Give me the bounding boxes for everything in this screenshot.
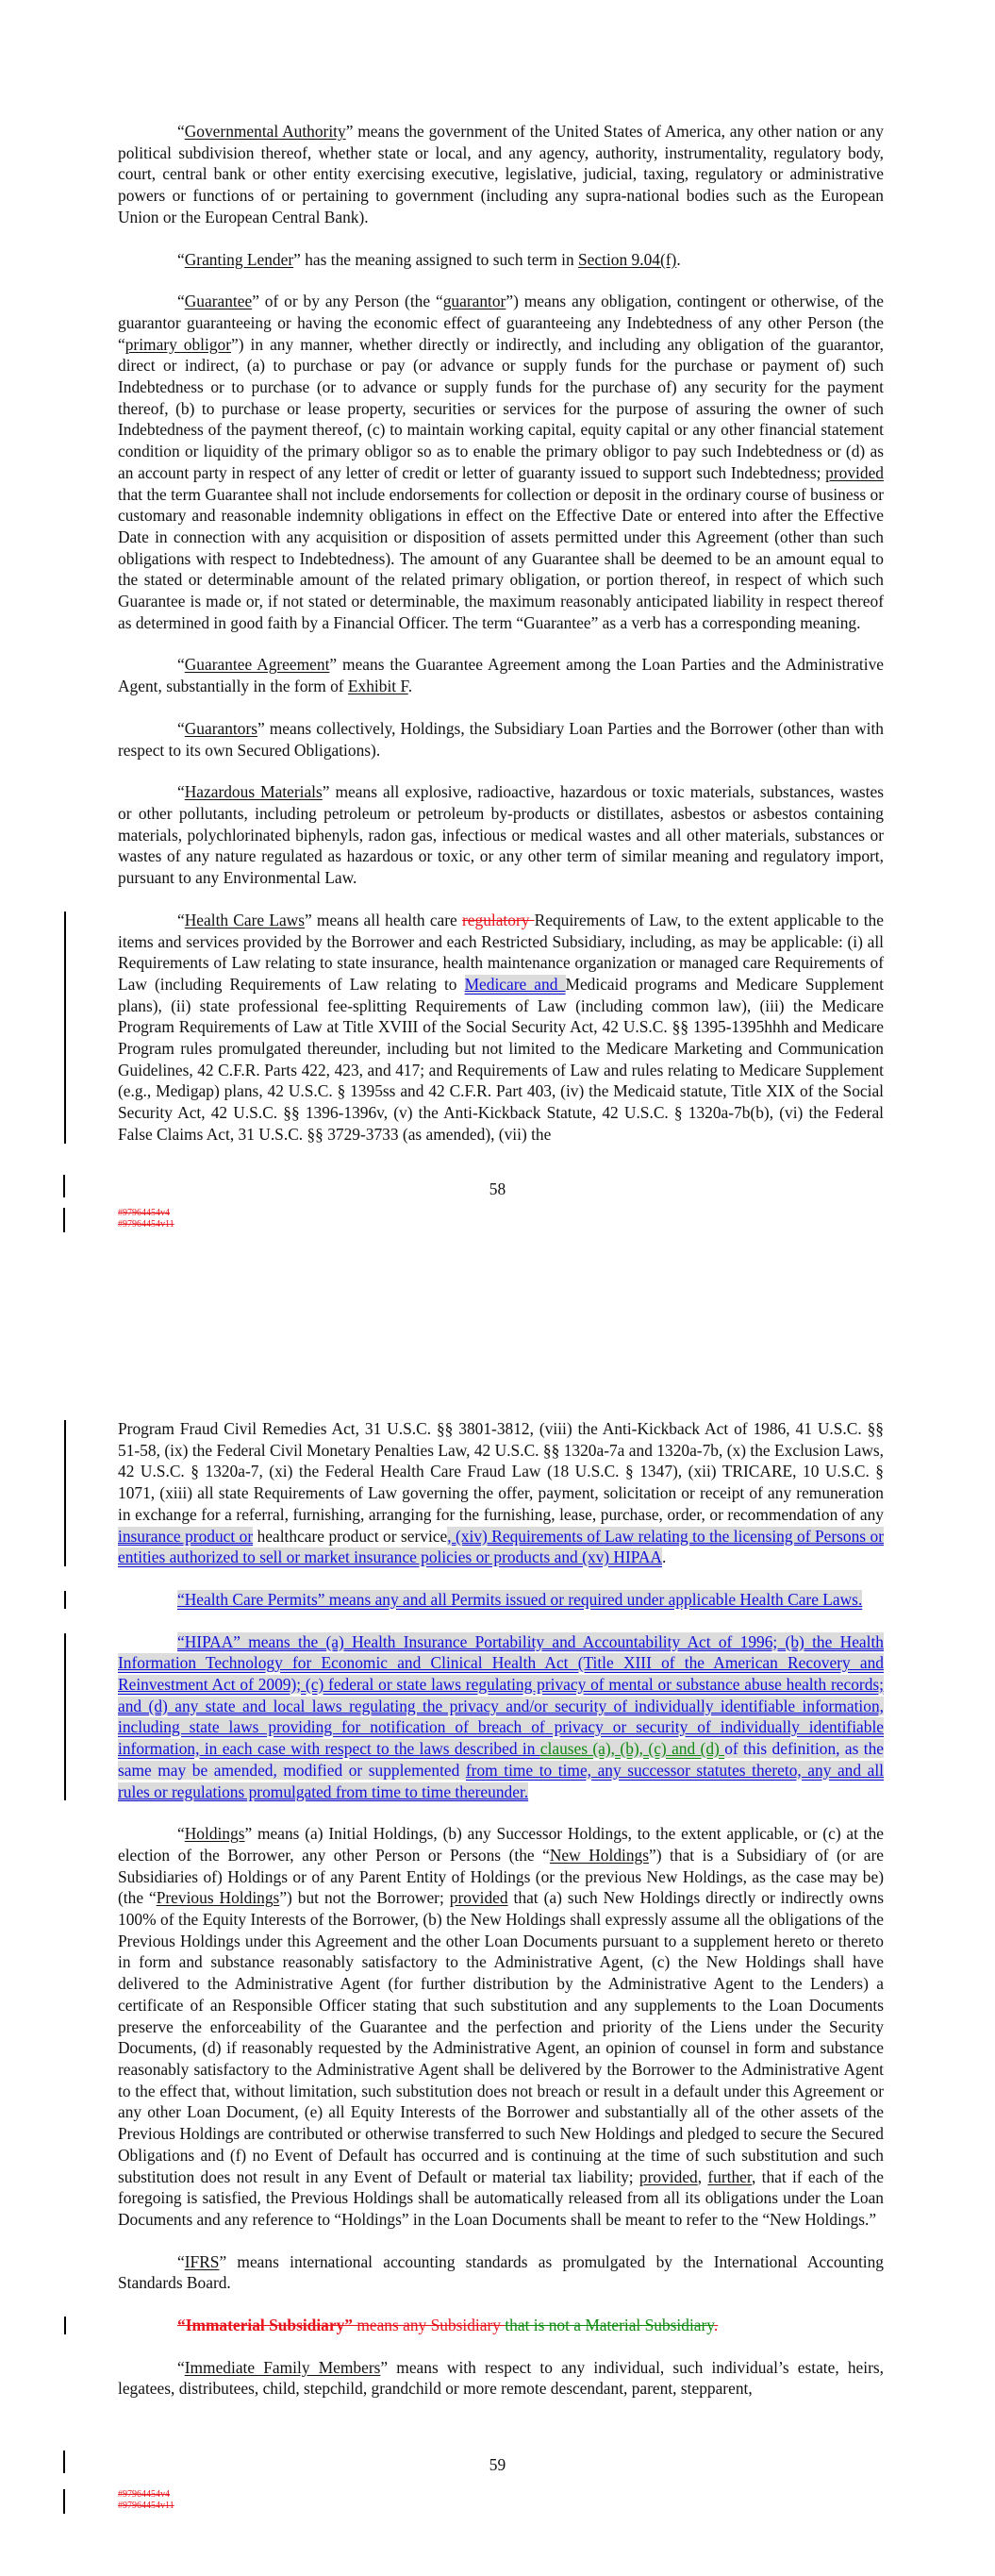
text-run: . bbox=[676, 249, 681, 269]
defined-term: primary obligor bbox=[124, 334, 232, 354]
document-id: #97964454v11 bbox=[118, 1219, 174, 1229]
definition-ifrs bbox=[118, 2251, 884, 2294]
definition-holdings bbox=[118, 1823, 884, 2230]
text-run: Program Fraud Civil Remedies Act, 31 U.S.C. §§ 3801-3812, (viii) the Anti-Kickback Act of 1986, 41 U.S.C. §§ 51-58, (ix) the Federal Civil Monetary Penalties Law, 42 U.S.C. §§ 1320a-7a and 1320a-7b, (x) the Exclusion Laws, 42 U.S.C. § 1320a-7, (xi) the Federal Health Care Fraud Law (18 U.S.C. § 1347), (xii) TRICARE, 10 U.S.C. § 1071, (xiii) all state Requirements of Law governing the offer, payment, solicitation or receipt of any remuneration in exchange for a referral, furnishing, arranging for the furnishing, lease, purchase, order, or recommendation of any bbox=[118, 1419, 884, 1524]
text-run: healthcare product or service bbox=[253, 1526, 448, 1546]
inserted-text: Medicare and bbox=[464, 974, 566, 994]
defined-term: Guarantors bbox=[184, 718, 257, 738]
definition-governmental-authority bbox=[118, 121, 884, 228]
defined-term: Health Care Laws bbox=[184, 910, 305, 929]
defined-term: Granting Lender bbox=[184, 249, 294, 269]
definition-health-care-permits bbox=[118, 1589, 884, 1611]
text-run: ” means all explosive, radioactive, hazardous or toxic materials, substances, wastes or other pollutants, including petroleum or petroleum by-products or distillates, asbestos or asbestos containing materials, polychlorinated biphenyls, radon gas, infectious or medical wastes and all other materials, substances or wastes of any nature regulated as hazardous or toxic, or any other term of similar meaning and regulatory import, pursuant to any Environmental Law. bbox=[118, 782, 885, 888]
text-run: ” means collectively, Holdings, the Subsidiary Loan Parties and the Borrower (other than with respect to its own Secured Obligations). bbox=[118, 718, 884, 760]
definition-immaterial-subsidiary bbox=[118, 2315, 884, 2336]
defined-term: Guarantee bbox=[184, 292, 253, 311]
deleted-text: means any Subsidiary bbox=[353, 2316, 506, 2335]
text-run: “ bbox=[177, 1824, 185, 1844]
definition-hazardous-materials bbox=[118, 781, 884, 889]
text-run: “ bbox=[177, 782, 185, 802]
text-run: that the term Guarantee shall not include endorsements for collection or deposit in the ordinary course of business or customary and reasonable indemnity obligations in effect on the Effective Date or entered into after the Effective Date in connection with any acquisition or disposition of assets permitted under this Agreement (other than such obligations with respect to Indebtedness). The amount of any Guarantee shall be deemed to be an amount equal to the stated or determinable amount of the related primary obligation, or portion thereof, in respect of which such Guarantee is made or, if not stated or determinable, the maximum reasonably anticipated liability in respect thereof as determined in good faith by a Financial Officer. The term “Guarantee” as a verb has a corresponding meaning. bbox=[118, 484, 884, 632]
text-run: “ bbox=[177, 249, 185, 269]
text-run: Requirements of Law, to the extent applicable to the items and services provided by the Borrower and each Restricted Subsidiary, including, as may be applicable: (i) all Requirements of Law relating to state insurance, health maintenance organization or managed care Requirements of Law (including Requirements of Law relating to bbox=[118, 910, 884, 994]
page-number: 59 bbox=[489, 2455, 506, 2474]
deleted-defined-term: “Immaterial Subsidiary” bbox=[177, 2316, 353, 2335]
text-run: Medicaid programs and Medicare Supplement plans), (ii) state professional fee-splitting Requirements of Law (including common law), (iii) the Medicare Program Requirements of Law at Title XVIII of the Social Security Act, 42 U.S.C. §§ 1395-1395hhh and Medicare Program rules promulgated thereunder, including but not limited to the Medicare Marketing and Communication Guidelines, 42 C.F.R. Parts 422, 423, and 417; and Requirements of Law and rules relating to Medicare Supplement (e.g., Medigap) plans, 42 U.S.C. § 1395ss and 42 C.F.R. Part 403, (iv) the Medicaid statute, Title XIX of the Social Security Act, 42 U.S.C. §§ 1396-1396v, (v) the Anti-Kickback Statute, 42 U.S.C. § 1320a-7b(b), (vi) the Federal False Claims Act, 31 U.S.C. §§ 3729-3733 (as amended), (vii) the bbox=[118, 974, 885, 1144]
text-run: “ bbox=[177, 122, 185, 141]
definition-immediate-family-members bbox=[118, 2357, 884, 2400]
inserted-text: “Health Care Permits” means any and all Permits issued or required under applicable Health Care Laws. bbox=[177, 1589, 863, 1609]
defined-term: further bbox=[707, 2166, 752, 2186]
text-run: ”) in any manner, whether directly or indirectly, and including any obligation of the guarantor, direct or indirect, (a) to purchase or pay (or advance or supply funds for the purchase or payment of) such Indebtedness or to purchase (or to advance or supply funds for the purchase of) any security for the payment thereof, (b) to purchase or lease property, securities or services for the purpose of assuring the owner of such Indebtedness of the payment thereof, (c) to maintain working capital, equity capital or any other financial statement condition or liquidity of the primary obligor so as to enable the primary obligor to pay such Indebtedness or (d) as an account party in respect of any letter of credit or letter of guaranty issued to support such Indebtedness; bbox=[118, 334, 884, 482]
text-run: ” means the Guarantee Agreement among the Loan Parties and the Administrative Agent, substantially in the form of bbox=[118, 655, 885, 696]
text-run: ” means (a) Initial Holdings, (b) any Successor Holdings, to the extent applicable, or (c) at the election of the Borrower, any other Person or Persons (the “ bbox=[118, 1824, 884, 1865]
defined-term: provided bbox=[638, 2166, 698, 2186]
change-bar bbox=[63, 1175, 65, 1197]
page-number: 58 bbox=[489, 1179, 506, 1198]
definition-guarantee bbox=[118, 291, 884, 633]
definition-guarantee-agreement bbox=[118, 654, 884, 696]
text-run: ”) means any obligation, contingent or otherwise, of the guarantor guaranteeing or having the economic effect of guaranteeing any Indebtedness of any other Person (the “ bbox=[118, 292, 884, 354]
deleted-text: . bbox=[713, 2316, 719, 2335]
defined-term: Section 9.04(f) bbox=[578, 249, 677, 269]
deleted-text: regulatory bbox=[461, 910, 535, 929]
definition-granting-lender bbox=[118, 249, 884, 271]
change-bar bbox=[63, 1208, 65, 1232]
text-run: . bbox=[407, 677, 413, 696]
change-bar bbox=[63, 2489, 65, 2514]
defined-term: Exhibit F bbox=[347, 677, 408, 696]
defined-term: Holdings bbox=[184, 1824, 245, 1844]
defined-term: Guarantee Agreement bbox=[184, 655, 330, 675]
change-bar bbox=[63, 2451, 65, 2473]
definition-health-care-laws-continued bbox=[118, 1418, 884, 1568]
document-page bbox=[0, 1297, 995, 2576]
moved-text: clauses (a), (b), (c) and (d) bbox=[539, 1739, 725, 1759]
defined-term: IFRS bbox=[184, 2251, 220, 2271]
defined-term: provided bbox=[825, 462, 884, 482]
defined-term: provided bbox=[449, 1888, 508, 1908]
text-run: that (a) such New Holdings directly or indirectly owns 100% of the Equity Interests of the Borrower, (b) the New Holdings shall expressly assume all the obligations of the Previous Holdings under this Agreement and the other Loan Documents pursuant to a supplement hereto or thereto in form and substance reasonably satisfactory to the Administrative Agent, (c) the New Holdings shall have delivered to the Administrative Agent (for further distribution by the Administrative Agent to the Lenders) a certificate of an Responsible Officer stating that such substitution and any supplements to the Loan Documents preserve the enforceability of the Guarantee and the perfection and priority of the Liens under the Security Documents, (d) if reasonably requested by the Administrative Agent, an opinion of counsel in form and substance reasonably satisfactory to the Administrative Agent shall be delivered by the Borrower to the Administrative Agent to the effect that, without limitation, such substitution does not breach or result in a default under this Agreement or any other Loan Document, (e) all Equity Interests of the Borrower and substantially all of the other assets of the Previous Holdings are contributed or otherwise transferred to such New Holdings and pledged to secure the Secured Obligations and (f) no Event of Default has occurred and is continuing at the time of such substitution and such substitution does not result in any Event of Default or material tax liability; bbox=[118, 1888, 884, 2186]
text-run: “ bbox=[177, 2357, 185, 2377]
defined-term: Previous Holdings bbox=[156, 1888, 280, 1908]
document-id-footer bbox=[118, 2489, 174, 2512]
definition-hipaa bbox=[118, 1631, 884, 1803]
moved-deleted-text: that is not a Material Subsidiary bbox=[505, 2316, 714, 2335]
text-run: ” has the meaning assigned to such term in bbox=[293, 249, 579, 269]
text-run: , that if each of the foregoing is satisfied, the Previous Holdings shall be automatically released from all its obligations under the Loan Documents and any reference to “Holdings” in the Loan Documents shall be meant to refer to the “New Holdings.” bbox=[118, 2166, 884, 2229]
defined-term: Hazardous Materials bbox=[184, 782, 323, 802]
inserted-text: “HIPAA” means the (a) Health Insurance Portability and Accountability Act of 1996; (b) the Health Information Technology for Economic and Clinical Health Act (Title XIII of the American Recovery and Reinvestment Act of 2009); (c) federal or state laws regulating privacy of mental or substance abuse health records; and (d) any state and local laws regulating the privacy and/or security of individually identifiable information, including state laws providing for notification of breach of privacy or security of individually identifiable information, in each case with respect to the laws described in bbox=[118, 1631, 884, 1759]
text-run: “ bbox=[177, 910, 185, 929]
text-run: ” means international accounting standards as promulgated by the International Accounting Standards Board. bbox=[118, 2251, 884, 2293]
text-run: “ bbox=[177, 2251, 185, 2271]
inserted-text: of this definition, as the same may be amended, modified or supplemented bbox=[118, 1739, 884, 1780]
defined-term: Immediate Family Members bbox=[184, 2357, 381, 2377]
text-run: ” means all health care bbox=[305, 910, 462, 929]
inserted-text: from time to time, any successor statutes thereto, any and all rules or regulations promulgated from time to time thereunder. bbox=[118, 1760, 884, 1801]
text-run: ”) that is a Subsidiary of (or are Subsidiaries of) Holdings or of any Parent Entity of Holdings (or the previous New Holdings, as the case may be) (the “ bbox=[118, 1845, 884, 1908]
text-run: ” means the government of the United States of America, any other nation or any political subdivision thereof, whether state or local, and any agency, authority, instrumentality, regulatory body, court, central bank or other entity exercising executive, legislative, judicial, taxing, regulatory or administrative powers or functions of or pertaining to government (including any supra-national bodies such as the European Union or the European Central Bank). bbox=[118, 122, 885, 226]
text-run: ” of or by any Person (the “ bbox=[252, 292, 443, 311]
defined-term: guarantor bbox=[442, 292, 506, 311]
document-id: #97964454v11 bbox=[118, 2501, 174, 2511]
document-id: #97964454v4 bbox=[118, 1208, 170, 1218]
definition-health-care-laws bbox=[118, 910, 884, 1146]
defined-term: New Holdings bbox=[549, 1845, 650, 1865]
document-id: #97964454v4 bbox=[118, 2489, 170, 2500]
text-run: “ bbox=[177, 655, 185, 675]
defined-term: Governmental Authority bbox=[184, 122, 346, 141]
text-run: , bbox=[697, 2166, 708, 2186]
inserted-text: insurance product or bbox=[118, 1526, 254, 1546]
inserted-text: , (xiv) Requirements of Law relating to the licensing of Persons or entities authorized to sell or market insurance policies or products and (xv) HIPAA bbox=[118, 1526, 884, 1567]
text-run: ”) but not the Borrower; bbox=[279, 1888, 450, 1908]
text-run: “ bbox=[177, 292, 185, 311]
text-run: ” means with respect to any individual, such individual’s estate, heirs, legatees, distributees, child, stepchild, grandchild or more remote descendant, parent, stepparent, bbox=[118, 2357, 885, 2399]
text-run: . bbox=[661, 1547, 667, 1567]
document-id-footer bbox=[118, 1208, 174, 1230]
definition-guarantors bbox=[118, 718, 884, 761]
text-run: “ bbox=[177, 718, 185, 738]
